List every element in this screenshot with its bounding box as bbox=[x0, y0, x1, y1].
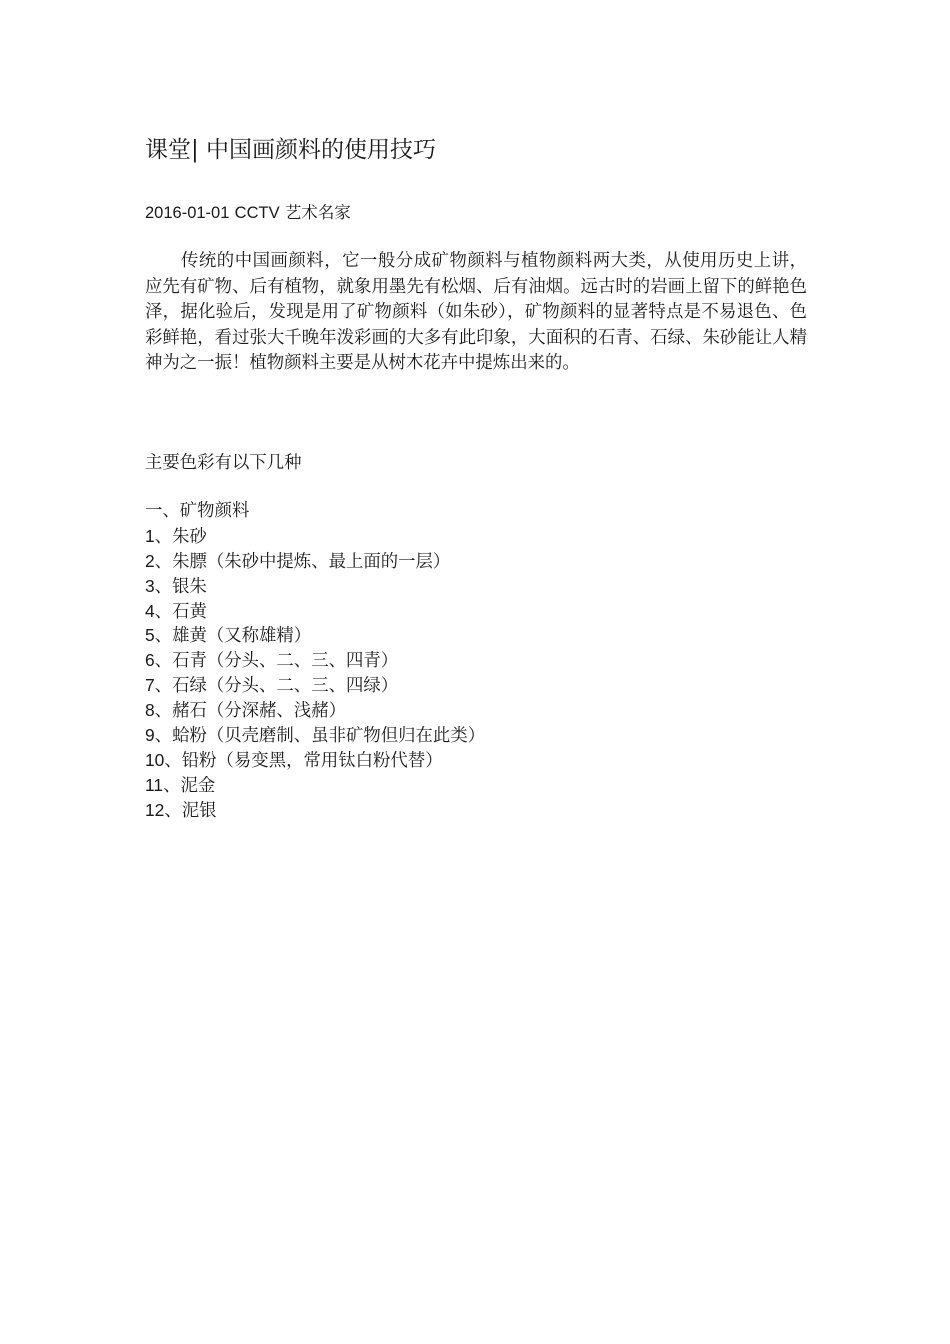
article-source-latin: CCTV bbox=[234, 204, 280, 222]
list-item-number: 4 bbox=[145, 600, 155, 621]
list-item bbox=[145, 648, 805, 673]
list-item-number: 1 bbox=[145, 525, 155, 546]
list-item-number: 9 bbox=[145, 725, 155, 746]
article-title: 课堂| 中国画颜料的使用技巧 bbox=[145, 137, 437, 163]
list-item-number: 5 bbox=[145, 625, 155, 646]
list-item-number: 12 bbox=[145, 799, 165, 820]
section-heading: 主要色彩有以下几种 bbox=[145, 453, 302, 473]
list-item-number: 2 bbox=[145, 550, 155, 571]
article-date: 2016-01-01 bbox=[145, 204, 230, 222]
intro-paragraph: 传统的中国画颜料，它一般分成矿物颜料与植物颜料两大类，从使用历史上讲，应先有矿物、后有植物，就象用墨先有松烟、后有油烟。远古时的岩画上留下的鲜艳色泽，据化验后，发现是用了矿物颜料（如朱砂），矿物颜料的显著特点是不易退色、色彩鲜艳，看过张大千晚年泼彩画的大多有此印象，大面积的石青、石绿、朱砂能让人精神为之一振！植物颜料主要是从树木花卉中提炼出来的。 bbox=[145, 251, 807, 373]
list-item bbox=[145, 698, 805, 723]
list-item-number: 8 bbox=[145, 700, 155, 721]
list-item-text: 、石黄 bbox=[154, 601, 207, 622]
list-item bbox=[145, 599, 805, 624]
list-item bbox=[145, 574, 805, 599]
list-item-text: 、朱膘（朱砂中提炼、最上面的一层） bbox=[154, 551, 451, 572]
list-item-text: 、石青（分头、二、三、四青） bbox=[154, 651, 399, 672]
list-item-text: 、蛤粉（贝壳磨制、虽非矿物但归在此类） bbox=[154, 726, 486, 747]
list-item bbox=[145, 748, 805, 773]
list-item bbox=[145, 773, 805, 798]
article-source-name: 艺术名家 bbox=[284, 203, 351, 222]
list-item-number: 10 bbox=[145, 749, 165, 770]
pigment-list bbox=[145, 499, 805, 823]
list-item bbox=[145, 673, 805, 698]
list-item-text: 、泥银 bbox=[164, 800, 217, 821]
list-item-number: 3 bbox=[145, 575, 155, 596]
list-item-text: 、石绿（分头、二、三、四绿） bbox=[154, 676, 399, 697]
list-item-number: 11 bbox=[145, 774, 164, 795]
list-item-number: 6 bbox=[145, 650, 155, 671]
list-item bbox=[145, 549, 805, 574]
list-item-text: 、泥金 bbox=[163, 775, 216, 796]
list-item bbox=[145, 798, 805, 823]
list-item-text: 、铅粉（易变黑，常用钛白粉代替） bbox=[164, 750, 443, 771]
list-heading: 一、矿物颜料 bbox=[145, 501, 250, 521]
list-item-number: 7 bbox=[145, 675, 155, 696]
list-item-text: 、雄黄（又称雄精） bbox=[154, 626, 312, 647]
list-item-text: 、银朱 bbox=[154, 576, 207, 597]
list-item-text: 、朱砂 bbox=[154, 526, 207, 547]
list-item bbox=[145, 524, 805, 549]
article-meta bbox=[145, 200, 805, 226]
list-item-text: 、赭石（分深赭、浅赭） bbox=[154, 701, 346, 722]
list-item bbox=[145, 723, 805, 748]
list-item bbox=[145, 623, 805, 648]
